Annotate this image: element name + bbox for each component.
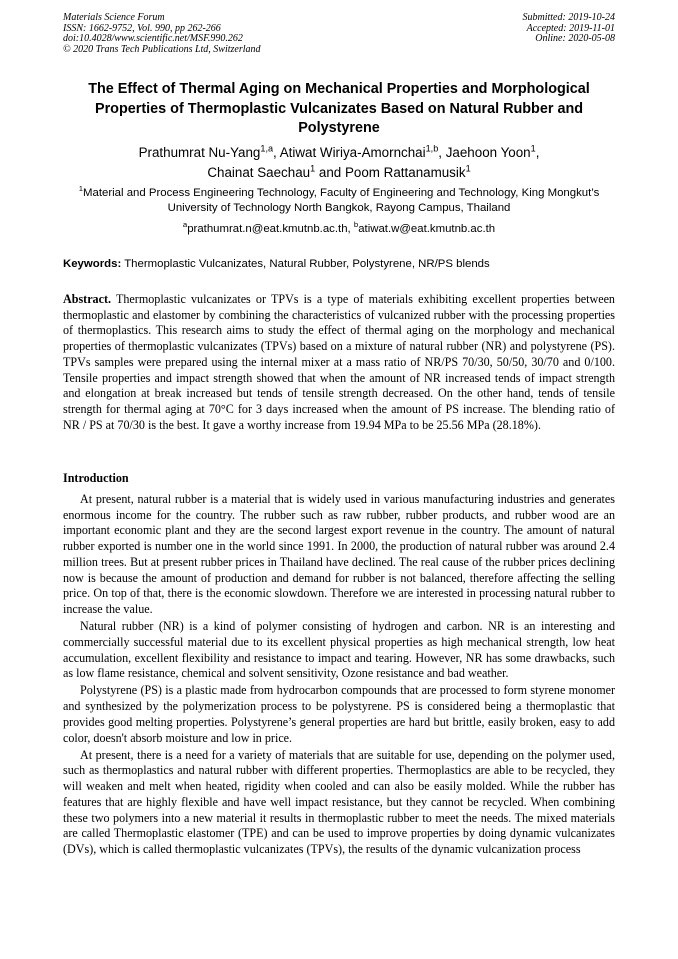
online-date: Online: 2020-05-08 xyxy=(535,33,615,45)
author: Chainat Saechau$^1$ xyxy=(207,163,316,180)
paragraph: At present, natural rubber is a material that is widely used in various manufacturing industries and generates enormous income for the country. The rubber such as raw rubber, rubber products, and rubber wood are an important economic plant and they are the second largest export revenue in the country. The amount of natural rubber exported is number one in the world since 1991. In 2000, the production of natural rubber was around 2.4 million trees. But at present rubber prices in Thailand have declined. The real cause of the rubber prices declining now is because the amount of production and demand for rubber is not balanced, therefore affecting the selling price. On top of that, there is the economic slowdown. Therefore we are interested in processing natural rubber to increase the value. xyxy=(63,492,615,616)
doi-line: doi:10.4028/www.scientific.net/MSF.990.262 xyxy=(63,33,243,45)
paragraph: Polystyrene (PS) is a plastic made from hydrocarbon compounds that are processed to form styrene monomer and synthesized by the polymerization process to be polystyrene. PS is considered being a thermoplastic that provides good melting properties. Polystyrene’s general properties are hard but brittle, easily broken, easy to add color, doesn't absorb moisture and low in price. xyxy=(63,683,615,745)
author: Prathumrat Nu-Yang$^{1,a}$ xyxy=(138,143,274,160)
email-link[interactable]: atiwat.w@eat.kmutnb.ac.th xyxy=(358,223,496,235)
email-link[interactable]: prathumrat.n@eat.kmutnb.ac.th xyxy=(187,223,348,235)
author: Jaehoon Yoon$^1$ xyxy=(445,143,536,160)
issn-line: ISSN: 1662-9752, Vol. 990, pp 262-266 xyxy=(63,22,221,34)
abstract xyxy=(63,292,615,433)
author-list: Prathumrat Nu-Yang$^{1,a}$, Atiwat Wiriya-Amornchai$^{1,b}$, Jaehoon Yoon$^1$, Chainat Saechau$^1$ and Poom Rattanamusik$^1$ xyxy=(138,143,540,180)
keywords-text: Thermoplastic Vulcanizates, Natural Rubber, Polystyrene, NR/PS blends xyxy=(124,258,490,270)
journal-name: Materials Science Forum xyxy=(63,12,165,23)
affiliation: $^1$Material and Process Engineering Technology, Faculty of Engineering and Technology, King Mongkut’s University of Technology North Bangkok, Rayong Campus, Thailand xyxy=(78,184,600,215)
author: Atiwat Wiriya-Amornchai$^{1,b}$ xyxy=(279,143,439,160)
keywords-label: Keywords: xyxy=(63,258,122,270)
journal-info xyxy=(63,13,261,55)
introduction-body xyxy=(63,492,615,859)
publication-dates xyxy=(523,13,616,45)
paragraph: At present, there is a need for a variety of materials that are suitable for use, depending on the polymer used, such as thermoplastics and natural rubber with different properties. Thermoplastics are able to be recycled, they will weaken and melt when heated, rigidity when cooled and can also be easily molded. While the rubber has features that are highly flexible and have well impact resistance, but they cannot be recycled. When combining these two polymers into a new material it results in thermoplastic rubber to meet the needs. The mixed materials are called Thermoplastic elastomer (TPE) and can be used to improve properties by doing dynamic vulcanizates (DVs), which is called thermoplastic vulcanizates (TPVs), the results of the dynamic vulcanization process xyxy=(63,747,615,856)
abstract-text: Thermoplastic vulcanizates or TPVs is a type of materials exhibiting excellent properties between thermoplastic and elastomer by combining the characteristics of vulcanized rubber with the processing properties of thermoplastics. This research aims to study the effect of thermal aging on the morphology and mechanical properties of thermoplastic vulcanizates (TPVs) based on a mixture of natural rubber (NR) and polystyrene (PS). TPVs samples were prepared using the internal mixer at a mass ratio of NR/PS 70/30, 50/50, 30/70 and 0/100. Tensile properties and impact strength showed that when the amount of NR increased tends of impact strength and elongation at break increased but tends of tensile strength decreased. On the other hand, tends of tensile strength for thermal aging at 70°C for 3 days increased when the amount of PS increase. The blending ratio of NR / PS at 70/30 is the best. It gave a worthy increase from 19.94 MPa to be 25.56 MPa (28.18%). xyxy=(63,292,615,432)
section-heading-introduction: Introduction xyxy=(63,471,129,485)
submitted-date: Submitted: 2019-10-24 xyxy=(522,12,615,23)
copyright-line: © 2020 Trans Tech Publications Ltd, Switzerland xyxy=(63,43,261,55)
abstract-label: Abstract. xyxy=(63,292,112,306)
accepted-date: Accepted: 2019-11-01 xyxy=(526,22,615,34)
paragraph: Natural rubber (NR) is a kind of polymer consisting of hydrogen and carbon. NR is an interesting and commercially successful material due to its excellent physical properties as high mechanical strength, low heat accumulation, excellent flexibility and resistance to impact and tearing. However, NR has some drawbacks, such as low flame resistance, chemical and solvent sensitivity, Ozone resistance and bad weather. xyxy=(63,619,615,681)
paper-title: The Effect of Thermal Aging on Mechanical Properties and Morphological Properties of Thermoplastic Vulcanizates Based on Natural Rubber and Polystyrene xyxy=(88,81,590,136)
keywords xyxy=(63,257,615,272)
author-emails: $^a$prathumrat.n@eat.kmutnb.ac.th, $^b$atiwat.w@eat.kmutnb.ac.th xyxy=(182,220,496,235)
author: Poom Rattanamusik$^1$ xyxy=(344,163,471,180)
